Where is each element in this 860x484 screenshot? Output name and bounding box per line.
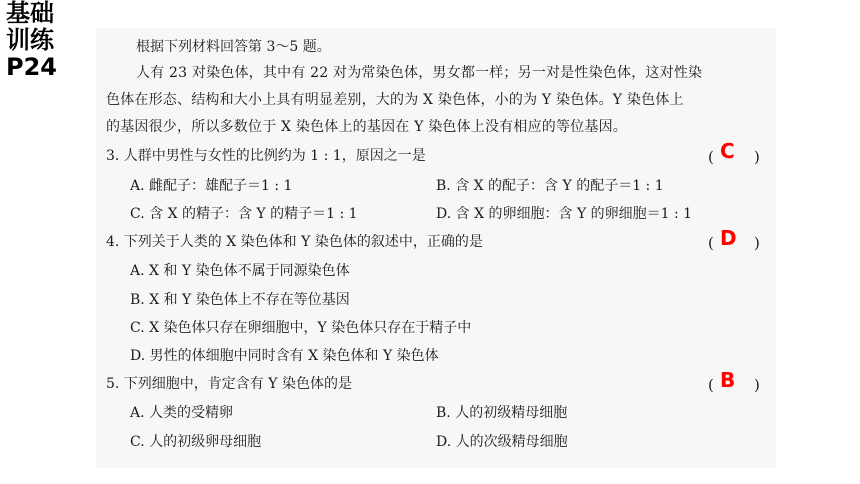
question-4-stem: 4. 下列关于人类的 X 染色体和 Y 染色体的叙述中，正确的是 [106,234,483,250]
section-label-line1: 基础 [6,0,54,27]
material-line-2: 色体在形态、结构和大小上具有明显差别，大的为 X 染色体，小的为 Y 染色体。Y 染色体上 [106,92,684,108]
question-4-option-a: A. X 和 Y 染色体不属于同源染色体 [130,263,350,279]
section-label-line2: 训练 [6,26,54,54]
material-line-1: 人有 23 对染色体，其中有 22 对为常染色体，男女都一样；另一对是性染色体，这对性染 [136,65,703,81]
question-5-stem: 5. 下列细胞中，肯定含有 Y 染色体的是 [106,376,352,392]
question-5-option-b: B. 人的初级精母细胞 [436,405,568,421]
section-label [6,0,57,81]
question-3-option-d: D. 含 X 的卵细胞：含 Y 的卵细胞＝1 : 1 [436,206,693,222]
question-3-option-a: A. 雌配子：雄配子＝1 : 1 [130,178,293,194]
question-3-stem: 3. 人群中男性与女性的比例约为 1 : 1，原因之一是 [106,148,426,164]
answer-open-paren: ( [708,376,714,394]
section-label-line3: P24 [6,53,57,81]
answer-close-paren: ) [754,148,760,166]
question-3-answer: C [720,139,735,163]
question-3-option-c: C. 含 X 的精子：含 Y 的精子＝1 : 1 [130,206,358,222]
question-3-option-b: B. 含 X 的配子：含 Y 的配子＝1 : 1 [436,178,664,194]
question-5-option-a: A. 人类的受精卵 [130,405,234,421]
answer-close-paren: ) [754,376,760,394]
question-4-answer: D [720,226,737,250]
question-4-option-d: D. 男性的体细胞中同时含有 X 染色体和 Y 染色体 [130,348,439,364]
material-line-3: 的基因很少，所以多数位于 X 染色体上的基因在 Y 染色体上没有相应的等位基因。 [106,119,628,135]
question-5-option-d: D. 人的次级精母细胞 [436,434,568,450]
question-4-option-b: B. X 和 Y 染色体上不存在等位基因 [130,292,350,308]
intro-text: 根据下列材料回答第 3～5 题。 [136,39,331,55]
answer-open-paren: ( [708,148,714,166]
answer-close-paren: ) [754,234,760,252]
question-5-answer: B [720,368,736,392]
answer-open-paren: ( [708,234,714,252]
question-5-option-c: C. 人的初级卵母细胞 [130,434,262,450]
question-4-option-c: C. X 染色体只存在卵细胞中，Y 染色体只存在于精子中 [130,320,472,336]
